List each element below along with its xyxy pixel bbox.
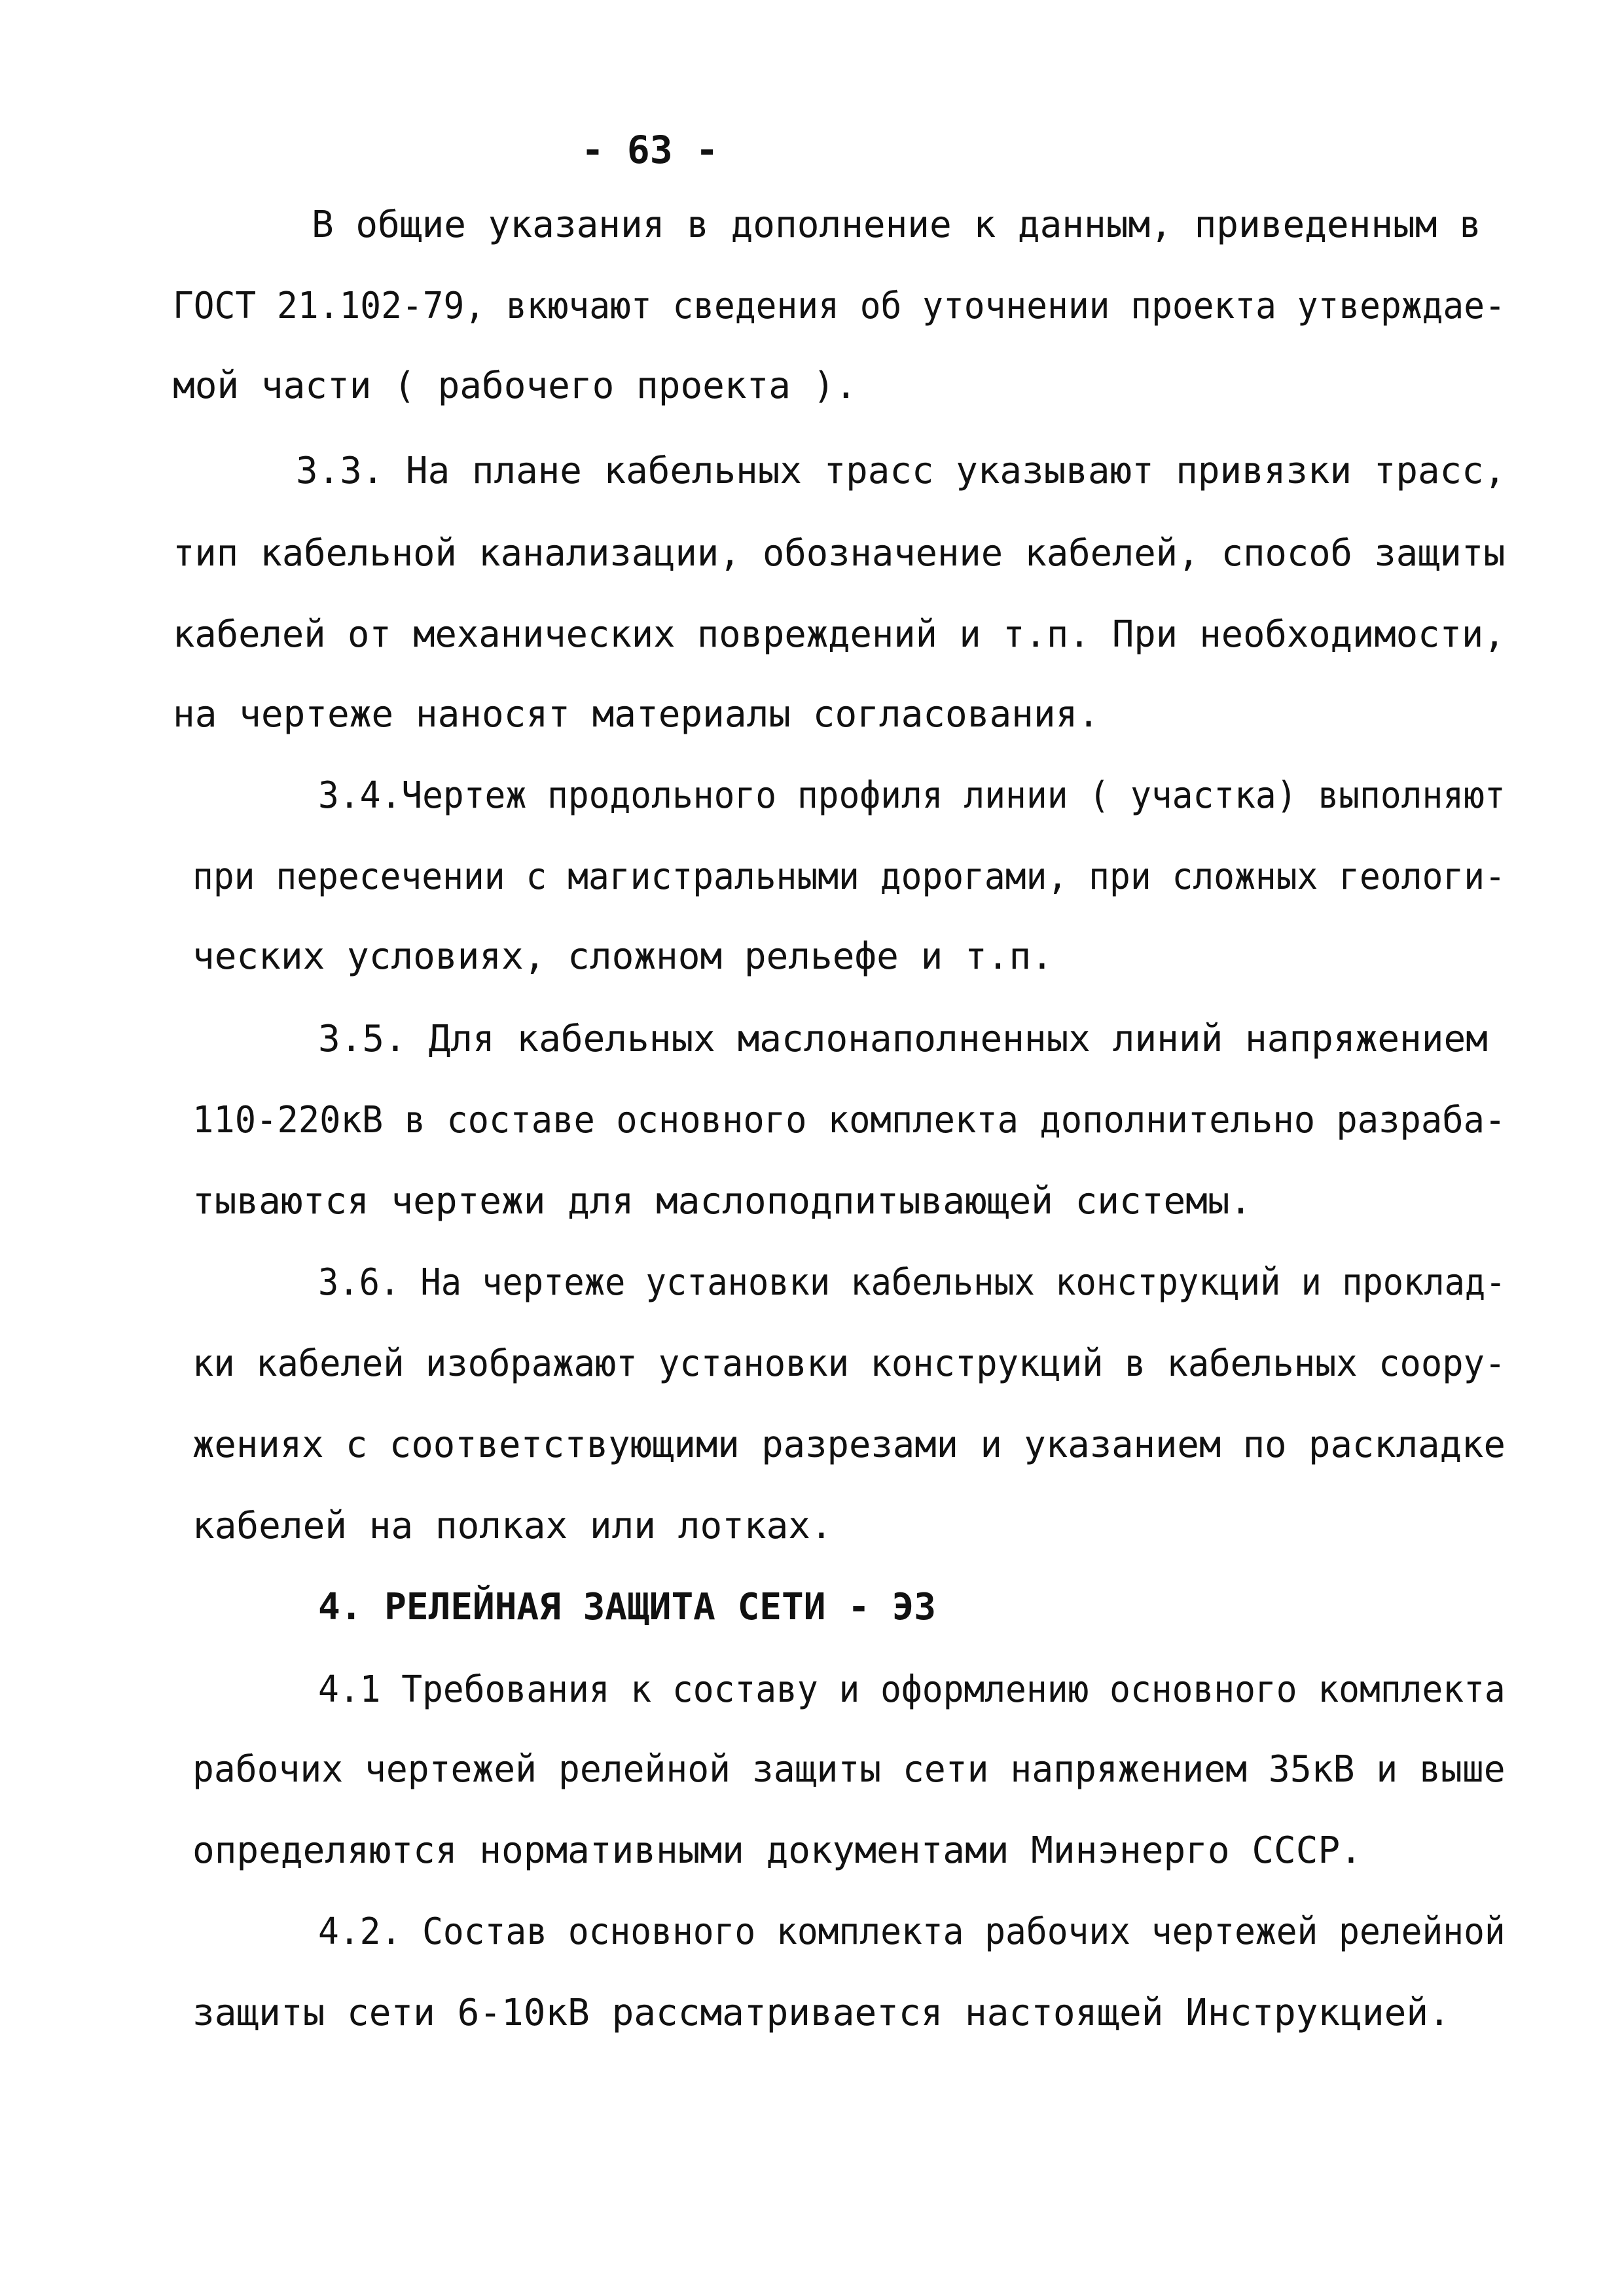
paragraph-3-3-line-4: на чертеже наносят материалы согласования. [173, 693, 1100, 736]
paragraph-3-3-line-3: кабелей от механических повреждений и т.п. При необходимости, [173, 613, 1506, 656]
paragraph-3-3-line-1: 3.3. На плане кабельных трасс указывают привязки трасс, [296, 450, 1506, 492]
paragraph-3-5-line-3: тываются чертежи для маслоподпитывающей системы. [192, 1180, 1252, 1223]
paragraph-1-line-1: В общие указания в дополнение к данным, приведенным в [312, 204, 1481, 246]
paragraph-1-line-3: мой части ( рабочего проекта ). [173, 365, 857, 407]
paragraph-4-1-line-3: определяются нормативными документами Минэнерго СССР. [192, 1829, 1362, 1872]
page-number: - 63 - [581, 128, 719, 172]
paragraph-4-1-line-2: рабочих чертежей релейной защиты сети напряжением 35кВ и выше [192, 1748, 1506, 1791]
paragraph-4-1-line-1: 4.1 Требования к составу и оформлению основного комплекта [318, 1668, 1506, 1711]
paragraph-4-2-line-1: 4.2. Состав основного комплекта рабочих чертежей релейной [318, 1910, 1506, 1953]
paragraph-3-6-line-4: кабелей на полках или лотках. [192, 1505, 833, 1547]
paragraph-1-line-2: ГОСТ 21.102-79, вкючают сведения об уточнении проекта утверждае- [173, 285, 1506, 327]
paragraph-3-5-line-1: 3.5. Для кабельных маслонаполненных линий напряжением [318, 1018, 1488, 1060]
paragraph-3-3-line-2: тип кабельной канализации, обозначение кабелей, способ защиты [173, 532, 1506, 575]
paragraph-3-6-line-1: 3.6. На чертеже установки кабельных конструкций и проклад- [318, 1261, 1506, 1304]
paragraph-3-4-line-2: при пересечении с магистральными дорогами, при сложных геологи- [192, 855, 1506, 898]
section-heading: 4. РЕЛЕЙНАЯ ЗАЩИТА СЕТИ - ЭЗ [318, 1586, 937, 1628]
paragraph-3-5-line-2: 110-220кВ в составе основного комплекта дополнительно разраба- [192, 1099, 1506, 1141]
paragraph-3-6-line-2: ки кабелей изображают установки конструкций в кабельных соору- [192, 1342, 1506, 1385]
paragraph-3-6-line-3: жениях с соответствующими разрезами и указанием по раскладке [192, 1424, 1506, 1466]
paragraph-3-4-line-1: 3.4.Чертеж продольного профиля линии ( участка) выполняют [318, 774, 1506, 817]
paragraph-3-4-line-3: ческих условиях, сложном рельефе и т.п. [192, 935, 1053, 978]
paragraph-4-2-line-2: защиты сети 6-10кВ рассматривается настоящей Инструкцией. [192, 1992, 1451, 2034]
